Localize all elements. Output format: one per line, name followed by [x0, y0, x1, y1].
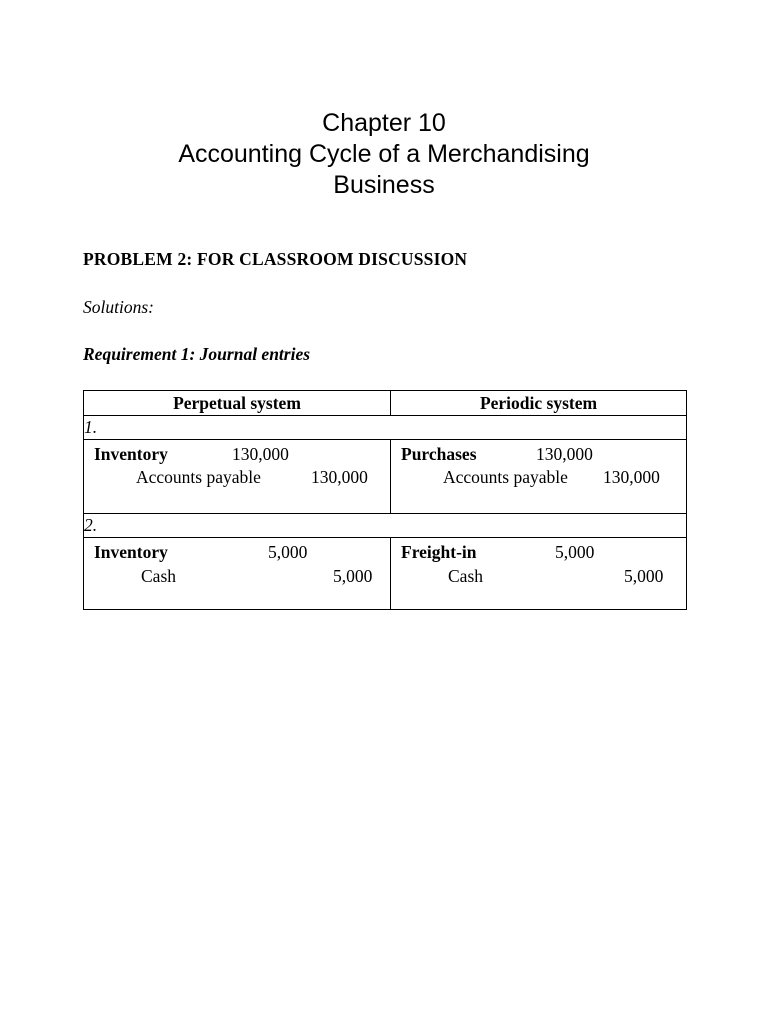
- credit-account: Accounts payable: [136, 467, 261, 487]
- periodic-entry-cell: [391, 440, 687, 514]
- debit-account: Inventory: [94, 542, 168, 562]
- debit-amount: 130,000: [536, 444, 593, 464]
- chapter-title-line-2: Accounting Cycle of a Merchandising: [178, 140, 590, 168]
- header-perpetual: Perpetual system: [84, 391, 391, 416]
- table-row: [84, 440, 687, 514]
- chapter-title: [0, 108, 768, 201]
- solutions-label: Solutions:: [83, 297, 154, 317]
- chapter-title-line-1: Chapter 10: [322, 109, 446, 137]
- header-periodic: Periodic system: [391, 391, 687, 416]
- debit-amount: 130,000: [232, 444, 289, 464]
- entry-number: 1.: [84, 416, 687, 440]
- entry-number: 2.: [84, 514, 687, 538]
- debit-amount: 5,000: [268, 542, 308, 562]
- credit-amount: 130,000: [603, 467, 660, 487]
- problem-heading: PROBLEM 2: FOR CLASSROOM DISCUSSION: [83, 249, 468, 269]
- debit-account: Purchases: [401, 444, 477, 464]
- requirement-label: Requirement 1: Journal entries: [83, 344, 311, 364]
- credit-amount: 130,000: [311, 467, 368, 487]
- credit-amount: 5,000: [624, 566, 664, 586]
- table-row: [84, 538, 687, 610]
- credit-account: Cash: [141, 566, 176, 586]
- entry-number-row: [84, 514, 687, 538]
- credit-account: Cash: [448, 566, 483, 586]
- credit-amount: 5,000: [333, 566, 373, 586]
- credit-account: Accounts payable: [443, 467, 568, 487]
- perpetual-entry-cell: [84, 440, 391, 514]
- debit-amount: 5,000: [555, 542, 595, 562]
- periodic-entry-cell: [391, 538, 687, 610]
- entry-number-row: [84, 416, 687, 440]
- perpetual-entry-cell: [84, 538, 391, 610]
- debit-account: Inventory: [94, 444, 168, 464]
- chapter-title-line-3: Business: [333, 171, 435, 199]
- journal-entries-table: [83, 390, 687, 610]
- debit-account: Freight-in: [401, 542, 477, 562]
- table-header-row: [84, 391, 687, 416]
